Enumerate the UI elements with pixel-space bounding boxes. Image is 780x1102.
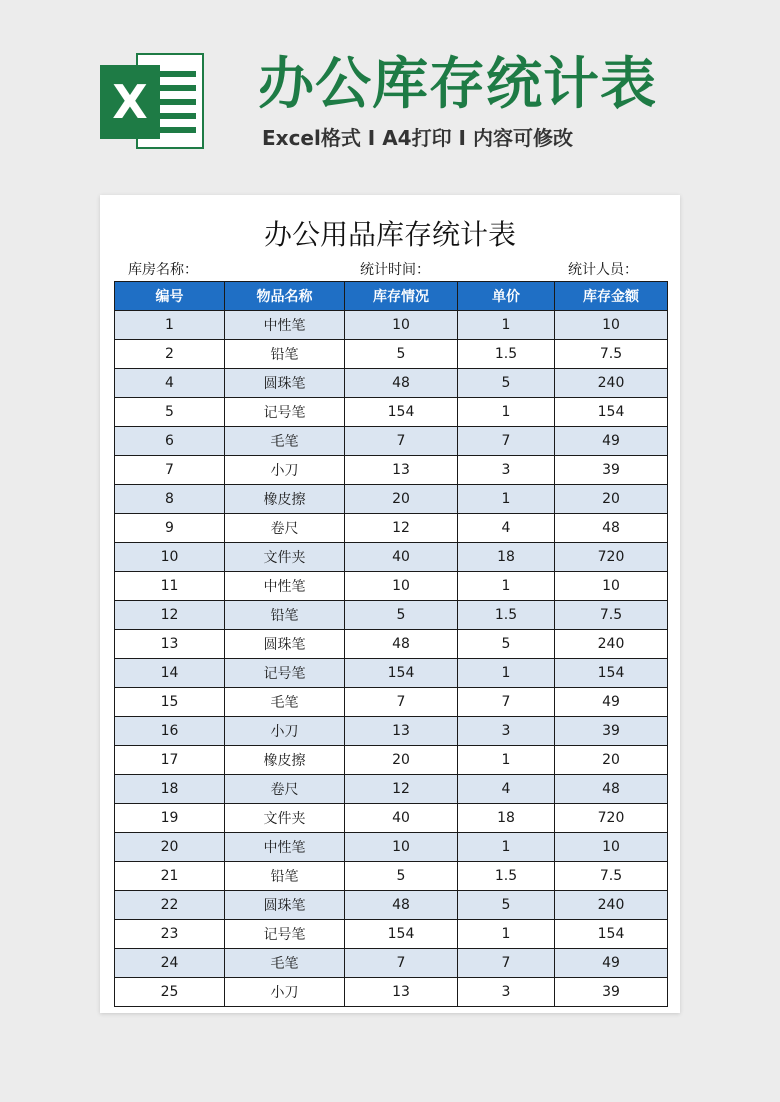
cell-id[interactable]: 25 xyxy=(115,978,225,1007)
header-stock-amount: 库存金额 xyxy=(555,282,668,311)
cell-unit-price[interactable]: 1 xyxy=(458,311,555,340)
cell-stock[interactable]: 10 xyxy=(345,572,458,601)
cell-stock-amount[interactable]: 720 xyxy=(555,543,668,572)
cell-stock-amount[interactable]: 39 xyxy=(555,978,668,1007)
cell-item-name[interactable]: 铅笔 xyxy=(225,862,345,891)
table-row xyxy=(115,717,668,746)
cell-id[interactable]: 7 xyxy=(115,456,225,485)
cell-unit-price[interactable]: 1.5 xyxy=(458,340,555,369)
cell-unit-price[interactable]: 4 xyxy=(458,775,555,804)
cell-id[interactable]: 16 xyxy=(115,717,225,746)
cell-unit-price[interactable]: 5 xyxy=(458,369,555,398)
cell-item-name[interactable]: 记号笔 xyxy=(225,659,345,688)
table-row xyxy=(115,688,668,717)
cell-item-name[interactable]: 毛笔 xyxy=(225,688,345,717)
cell-item-name[interactable]: 记号笔 xyxy=(225,920,345,949)
cell-unit-price[interactable]: 4 xyxy=(458,514,555,543)
cell-item-name[interactable]: 小刀 xyxy=(225,456,345,485)
cell-item-name[interactable]: 圆珠笔 xyxy=(225,630,345,659)
cell-stock[interactable]: 40 xyxy=(345,543,458,572)
header-stock: 库存情况 xyxy=(345,282,458,311)
cell-stock[interactable]: 20 xyxy=(345,746,458,775)
cell-id[interactable]: 24 xyxy=(115,949,225,978)
cell-stock-amount[interactable]: 39 xyxy=(555,717,668,746)
cell-id[interactable]: 15 xyxy=(115,688,225,717)
cell-id[interactable]: 8 xyxy=(115,485,225,514)
banner-subtitle: Excel格式 I A4打印 I 内容可修改 xyxy=(262,126,573,150)
cell-stock-amount[interactable]: 240 xyxy=(555,891,668,920)
cell-stock-amount[interactable]: 49 xyxy=(555,688,668,717)
cell-id[interactable]: 21 xyxy=(115,862,225,891)
cell-stock[interactable]: 154 xyxy=(345,398,458,427)
cell-id[interactable]: 5 xyxy=(115,398,225,427)
cell-item-name[interactable]: 中性笔 xyxy=(225,833,345,862)
cell-id[interactable]: 11 xyxy=(115,572,225,601)
cell-stock-amount[interactable]: 154 xyxy=(555,659,668,688)
cell-item-name[interactable]: 文件夹 xyxy=(225,543,345,572)
table-row xyxy=(115,456,668,485)
cell-id[interactable]: 9 xyxy=(115,514,225,543)
table-row xyxy=(115,833,668,862)
cell-unit-price[interactable]: 3 xyxy=(458,456,555,485)
cell-unit-price[interactable]: 18 xyxy=(458,804,555,833)
cell-stock-amount[interactable]: 49 xyxy=(555,949,668,978)
cell-item-name[interactable]: 记号笔 xyxy=(225,398,345,427)
cell-unit-price[interactable]: 5 xyxy=(458,891,555,920)
cell-item-name[interactable]: 铅笔 xyxy=(225,340,345,369)
cell-stock[interactable]: 154 xyxy=(345,920,458,949)
cell-stock-amount[interactable]: 48 xyxy=(555,775,668,804)
cell-stock-amount[interactable]: 39 xyxy=(555,456,668,485)
table-row xyxy=(115,514,668,543)
cell-unit-price[interactable]: 1 xyxy=(458,398,555,427)
cell-unit-price[interactable]: 1 xyxy=(458,920,555,949)
cell-stock[interactable]: 13 xyxy=(345,456,458,485)
cell-stock[interactable]: 40 xyxy=(345,804,458,833)
table-row xyxy=(115,746,668,775)
table-row xyxy=(115,775,668,804)
cell-unit-price[interactable]: 1.5 xyxy=(458,862,555,891)
table-row xyxy=(115,543,668,572)
cell-id[interactable]: 2 xyxy=(115,340,225,369)
cell-stock[interactable]: 48 xyxy=(345,630,458,659)
header-item-name: 物品名称 xyxy=(225,282,345,311)
excel-logo-icon xyxy=(100,53,204,153)
time-label: 统计时间： xyxy=(360,262,430,278)
cell-stock-amount[interactable]: 7.5 xyxy=(555,862,668,891)
cell-item-name[interactable]: 中性笔 xyxy=(225,572,345,601)
cell-id[interactable]: 18 xyxy=(115,775,225,804)
cell-stock-amount[interactable]: 240 xyxy=(555,630,668,659)
cell-unit-price[interactable]: 7 xyxy=(458,688,555,717)
cell-stock-amount[interactable]: 720 xyxy=(555,804,668,833)
cell-unit-price[interactable]: 1.5 xyxy=(458,601,555,630)
cell-stock[interactable]: 7 xyxy=(345,427,458,456)
cell-id[interactable]: 23 xyxy=(115,920,225,949)
cell-item-name[interactable]: 圆珠笔 xyxy=(225,891,345,920)
cell-stock[interactable]: 12 xyxy=(345,775,458,804)
cell-stock-amount[interactable]: 10 xyxy=(555,572,668,601)
cell-unit-price[interactable]: 1 xyxy=(458,746,555,775)
table-row xyxy=(115,427,668,456)
cell-id[interactable]: 22 xyxy=(115,891,225,920)
banner-title: 办公库存统计表 xyxy=(258,52,657,117)
cell-id[interactable]: 19 xyxy=(115,804,225,833)
cell-stock[interactable]: 7 xyxy=(345,688,458,717)
cell-stock-amount[interactable]: 20 xyxy=(555,485,668,514)
cell-item-name[interactable]: 文件夹 xyxy=(225,804,345,833)
cell-id[interactable]: 14 xyxy=(115,659,225,688)
cell-unit-price[interactable]: 7 xyxy=(458,949,555,978)
person-label: 统计人员： xyxy=(568,262,638,278)
cell-stock[interactable]: 13 xyxy=(345,978,458,1007)
cell-item-name[interactable]: 铅笔 xyxy=(225,601,345,630)
cell-unit-price[interactable]: 1 xyxy=(458,659,555,688)
cell-id[interactable]: 10 xyxy=(115,543,225,572)
cell-item-name[interactable]: 小刀 xyxy=(225,978,345,1007)
cell-stock[interactable]: 5 xyxy=(345,862,458,891)
cell-item-name[interactable]: 毛笔 xyxy=(225,949,345,978)
cell-unit-price[interactable]: 5 xyxy=(458,630,555,659)
cell-stock[interactable]: 13 xyxy=(345,717,458,746)
table-row xyxy=(115,601,668,630)
banner xyxy=(0,0,780,190)
excel-logo-letter: X xyxy=(100,65,160,139)
cell-item-name[interactable]: 圆珠笔 xyxy=(225,369,345,398)
table-row xyxy=(115,398,668,427)
table-row xyxy=(115,369,668,398)
cell-stock[interactable]: 7 xyxy=(345,949,458,978)
table-row xyxy=(115,340,668,369)
spreadsheet-page xyxy=(100,195,680,1013)
cell-item-name[interactable]: 中性笔 xyxy=(225,311,345,340)
cell-unit-price[interactable]: 7 xyxy=(458,427,555,456)
cell-item-name[interactable]: 卷尺 xyxy=(225,514,345,543)
cell-stock[interactable]: 5 xyxy=(345,340,458,369)
cell-id[interactable]: 4 xyxy=(115,369,225,398)
cell-item-name[interactable]: 橡皮擦 xyxy=(225,746,345,775)
cell-unit-price[interactable]: 1 xyxy=(458,485,555,514)
cell-id[interactable]: 20 xyxy=(115,833,225,862)
table-row xyxy=(115,485,668,514)
cell-stock[interactable]: 10 xyxy=(345,833,458,862)
cell-id[interactable]: 6 xyxy=(115,427,225,456)
cell-unit-price[interactable]: 3 xyxy=(458,717,555,746)
table-row xyxy=(115,630,668,659)
cell-id[interactable]: 17 xyxy=(115,746,225,775)
table-row xyxy=(115,891,668,920)
cell-stock[interactable]: 10 xyxy=(345,311,458,340)
cell-item-name[interactable]: 毛笔 xyxy=(225,427,345,456)
cell-unit-price[interactable]: 1 xyxy=(458,572,555,601)
warehouse-label: 库房名称： xyxy=(128,262,198,278)
cell-id[interactable]: 13 xyxy=(115,630,225,659)
table-row xyxy=(115,862,668,891)
cell-stock[interactable]: 154 xyxy=(345,659,458,688)
cell-item-name[interactable]: 橡皮擦 xyxy=(225,485,345,514)
cell-stock-amount[interactable]: 10 xyxy=(555,311,668,340)
inventory-table xyxy=(114,281,668,1007)
cell-stock[interactable]: 48 xyxy=(345,891,458,920)
cell-unit-price[interactable]: 3 xyxy=(458,978,555,1007)
cell-id[interactable]: 12 xyxy=(115,601,225,630)
table-header-row xyxy=(115,282,668,311)
cell-stock[interactable]: 20 xyxy=(345,485,458,514)
table-row xyxy=(115,659,668,688)
cell-stock-amount[interactable]: 154 xyxy=(555,920,668,949)
table-row xyxy=(115,311,668,340)
cell-stock-amount[interactable]: 7.5 xyxy=(555,601,668,630)
cell-stock[interactable]: 12 xyxy=(345,514,458,543)
cell-stock-amount[interactable]: 48 xyxy=(555,514,668,543)
table-row xyxy=(115,804,668,833)
cell-unit-price[interactable]: 1 xyxy=(458,833,555,862)
cell-stock[interactable]: 5 xyxy=(345,601,458,630)
header-unit-price: 单价 xyxy=(458,282,555,311)
cell-stock[interactable]: 48 xyxy=(345,369,458,398)
table-row xyxy=(115,978,668,1007)
table-row xyxy=(115,572,668,601)
cell-stock-amount[interactable]: 7.5 xyxy=(555,340,668,369)
cell-unit-price[interactable]: 18 xyxy=(458,543,555,572)
sheet-title: 办公用品库存统计表 xyxy=(263,218,516,251)
cell-id[interactable]: 1 xyxy=(115,311,225,340)
table-body xyxy=(115,311,668,1007)
table-row xyxy=(115,949,668,978)
cell-stock-amount[interactable]: 10 xyxy=(555,833,668,862)
header-id: 编号 xyxy=(115,282,225,311)
cell-item-name[interactable]: 卷尺 xyxy=(225,775,345,804)
cell-stock-amount[interactable]: 49 xyxy=(555,427,668,456)
table-row xyxy=(115,920,668,949)
cell-item-name[interactable]: 小刀 xyxy=(225,717,345,746)
cell-stock-amount[interactable]: 240 xyxy=(555,369,668,398)
cell-stock-amount[interactable]: 20 xyxy=(555,746,668,775)
cell-stock-amount[interactable]: 154 xyxy=(555,398,668,427)
